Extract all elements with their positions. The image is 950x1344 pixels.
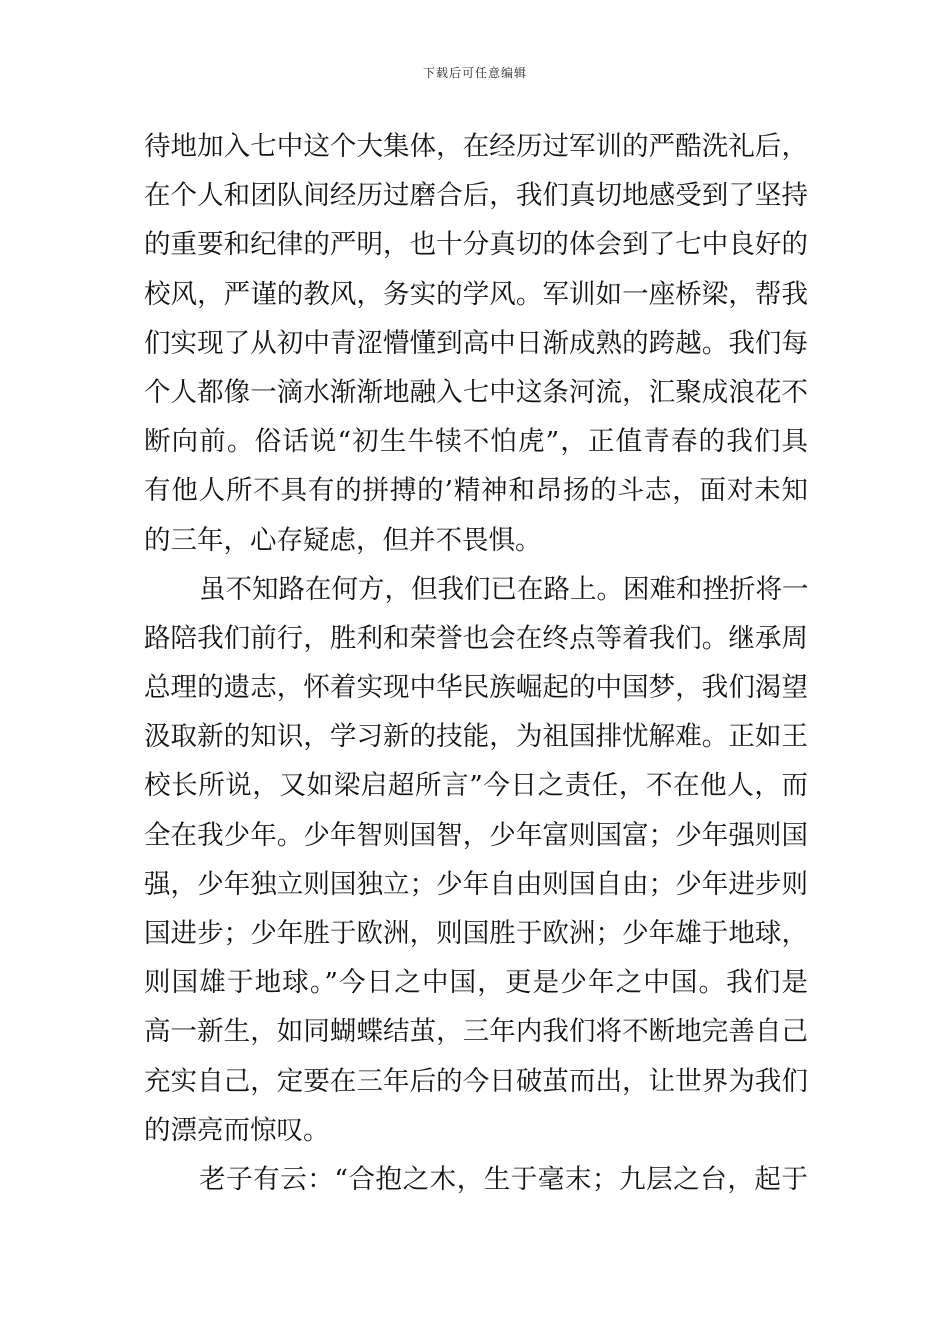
text-line: 全在我少年。少年智则国智，少年富则国富；少年强则国 [144, 819, 808, 851]
text-line: 有他人所不具有的拼搏的’精神和昂扬的斗志，面对未知 [144, 475, 808, 507]
text-line: 国进步；少年胜于欧洲，则国胜于欧洲；少年雄于地球， [144, 918, 808, 949]
text-line: 高一新生，如同蝴蝶结茧，三年内我们将不断地完善自己 [144, 1016, 808, 1048]
header-note: 下载后可任意编辑 [422, 66, 527, 80]
text-line: 老子有云：“合抱之木，生于毫末；九层之台，起于 [199, 1163, 808, 1195]
text-line: 个人都像一滴水渐渐地融入七中这条河流，汇聚成浪花不 [144, 376, 808, 408]
body-text [144, 122, 808, 1204]
text-line: 则国雄于地球。”今日之中国，更是少年之中国。我们是 [144, 967, 808, 999]
text-line: 虽不知路在何方，但我们已在路上。困难和挫折将一 [199, 573, 808, 605]
text-line: 的三年，心存疑虑，但并不畏惧。 [144, 524, 542, 556]
text-line: 们实现了从初中青涩懵懂到高中日渐成熟的跨越。我们每 [144, 327, 808, 359]
text-line: 汲取新的知识，学习新的技能，为祖国排忧解难。正如王 [144, 721, 808, 753]
text-line: 的重要和纪律的严明，也十分真切的体会到了七中良好的 [144, 229, 808, 261]
text-line: 充实自己，定要在三年后的今日破茧而出，让世界为我们 [144, 1065, 808, 1097]
text-line: 路陪我们前行，胜利和荣誉也会在终点等着我们。继承周 [144, 622, 808, 654]
text-line: 待地加入七中这个大集体，在经历过军训的严酷洗礼后， [144, 131, 808, 162]
text-line: 断向前。俗话说“初生牛犊不怕虎”，正值青春的我们具 [144, 426, 808, 458]
text-line: 校风，严谨的教风，务实的学风。军训如一座桥梁，帮我 [144, 278, 808, 310]
text-line: 的漂亮而惊叹。 [144, 1114, 330, 1146]
text-line: 总理的遗志，怀着实现中华民族崛起的中国梦，我们渴望 [144, 672, 808, 704]
text-line: 在个人和团队间经历过磨合后，我们真切地感受到了坚持 [144, 180, 808, 212]
text-line: 校长所说，又如梁启超所言”今日之责任，不在他人，而 [144, 770, 808, 802]
text-line: 强，少年独立则国独立；少年自由则国自由；少年进步则 [144, 868, 808, 900]
